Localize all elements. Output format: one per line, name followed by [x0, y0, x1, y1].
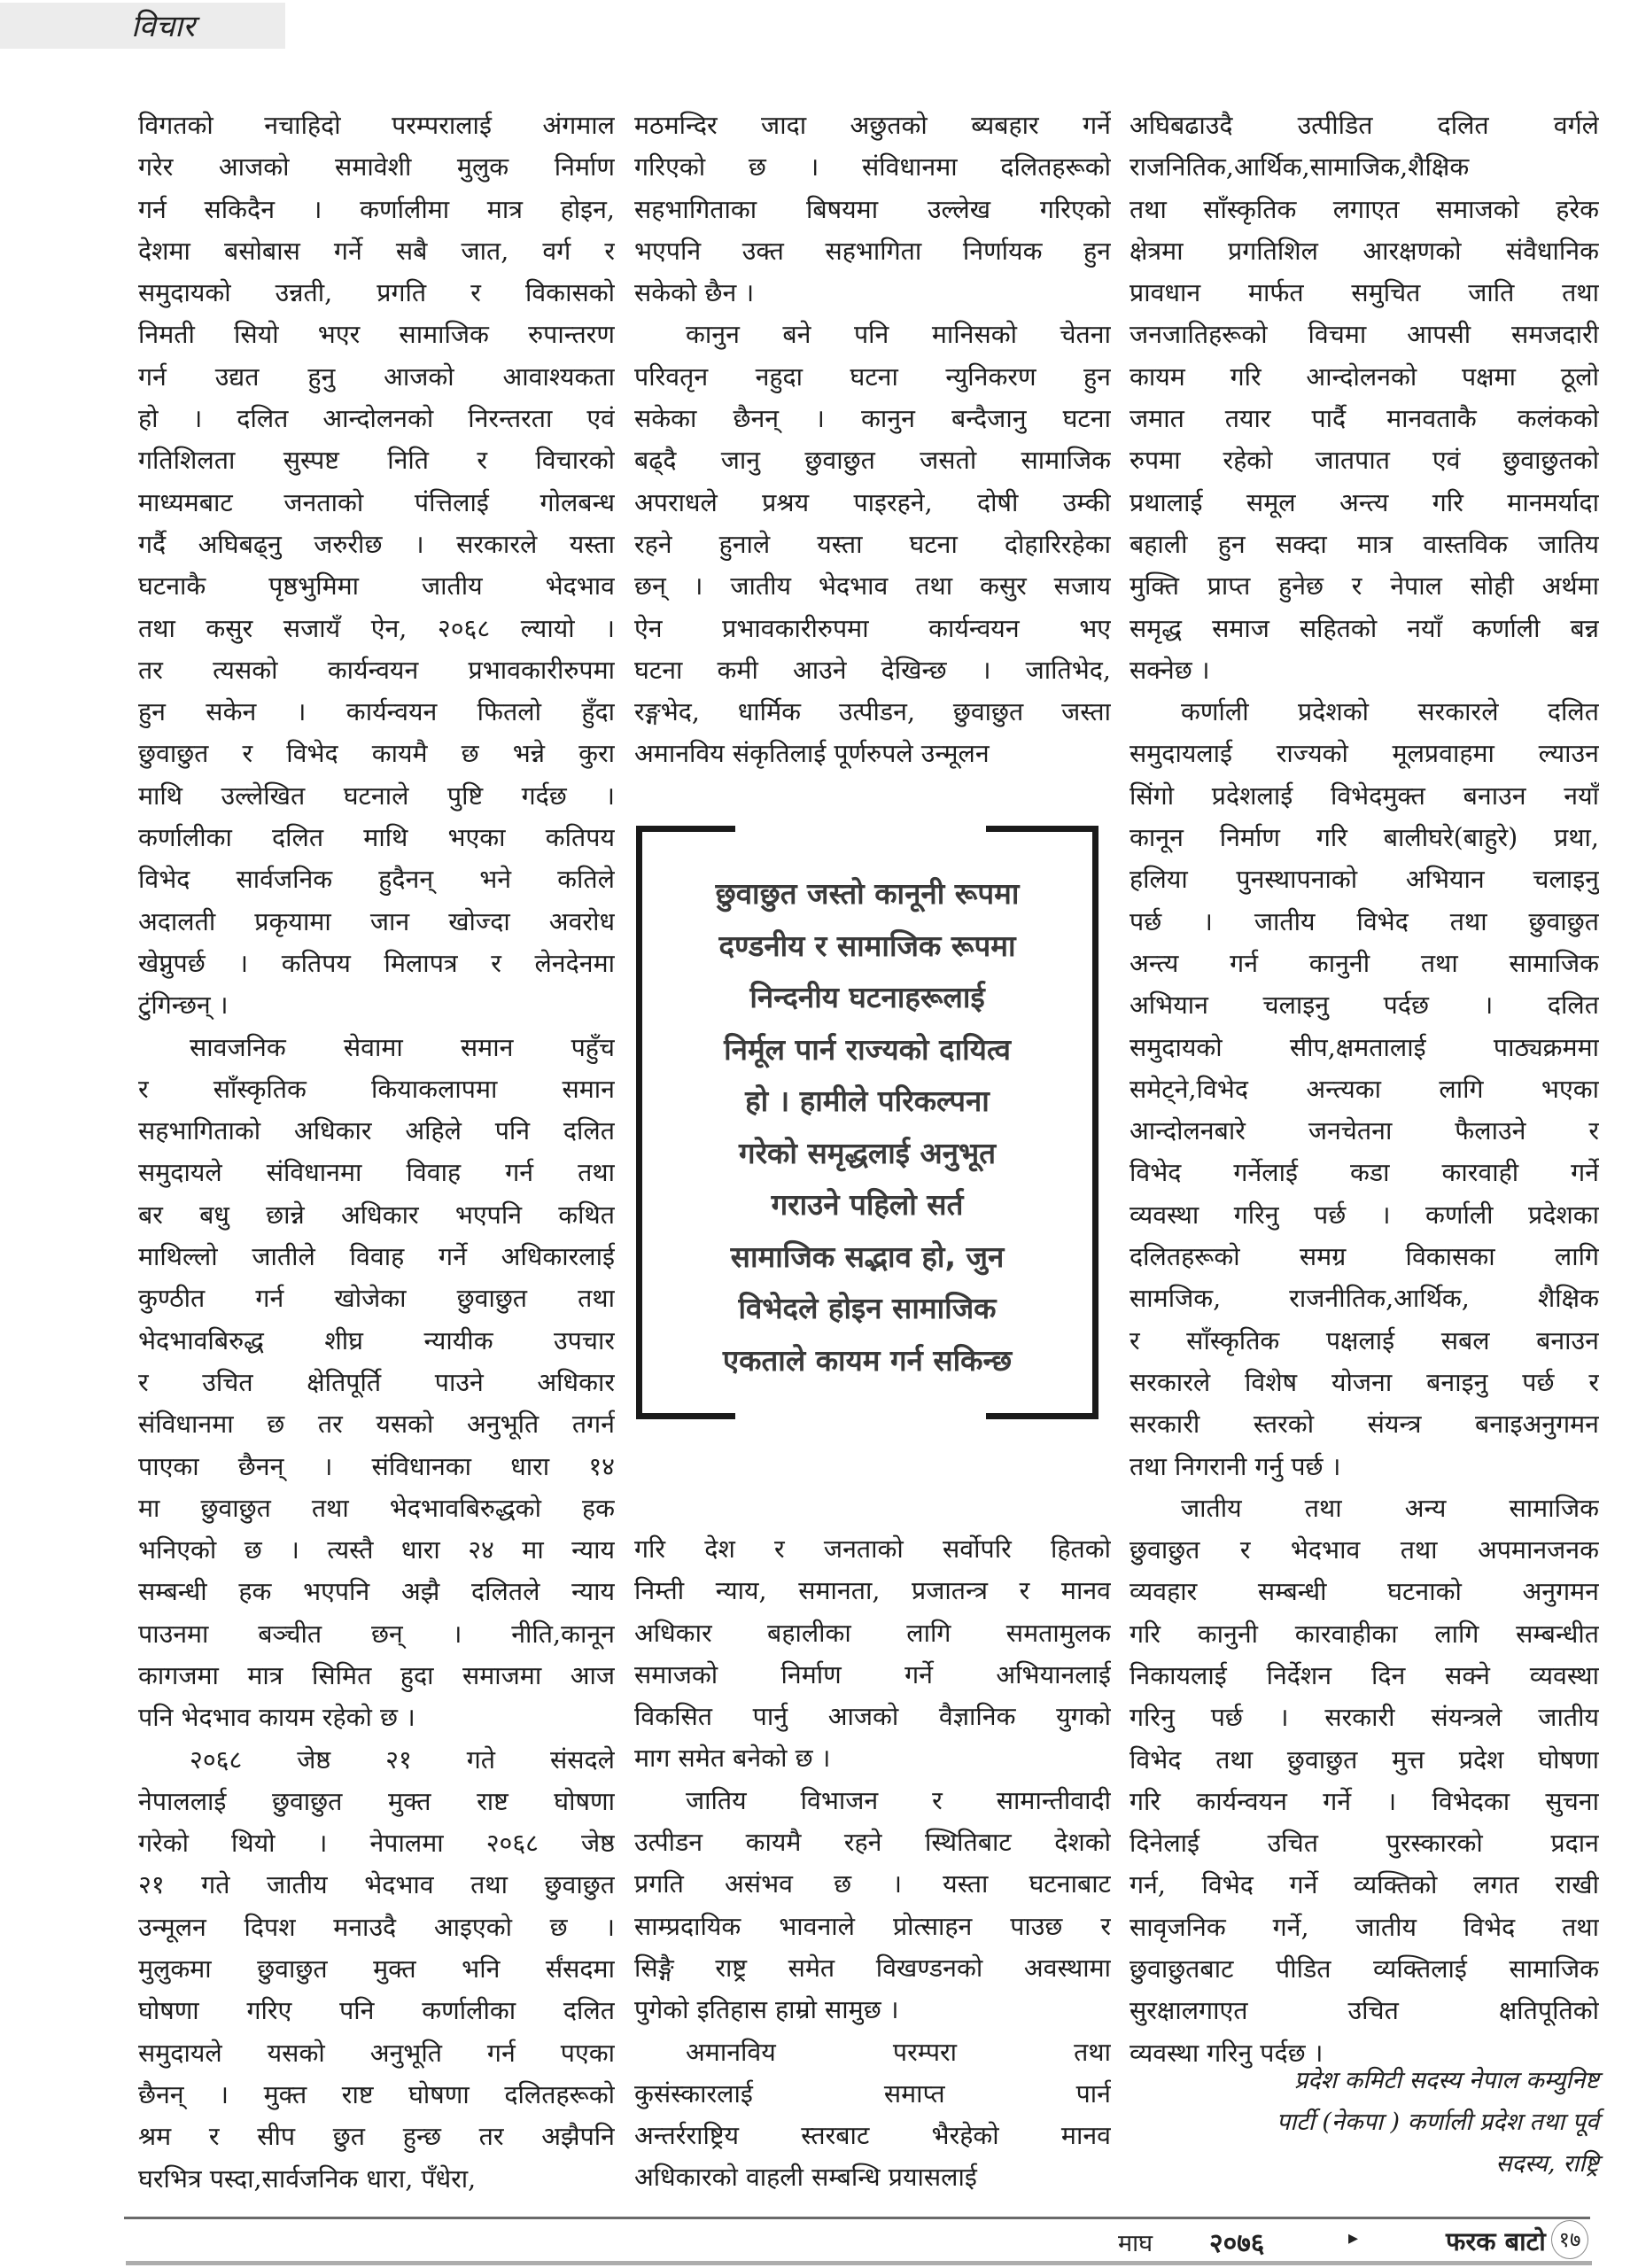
text-line: मठमन्दिर जादा अछुतको ब्यबहार गर्ने: [634, 111, 1111, 140]
pull-quote-line: निर्मूल पार्न राज्यको दायित्व: [724, 1031, 1011, 1067]
text-line: छुवाछुतबाट पीडित व्यक्तिलाई सामाजिक: [1130, 1954, 1599, 1984]
text-line: अन्त्य गर्न कानुनी तथा सामाजिक: [1130, 948, 1599, 978]
pull-quote-text: [656, 868, 1079, 1386]
text-line: पर्छ । जातीय विभेद तथा छुवाछुत: [1130, 906, 1599, 936]
text-line: सावजनिक सेवामा समान पहुँच: [190, 1032, 615, 1062]
text-line: अधिकारको वाहली सम्बन्धि प्रयासलाई: [634, 2163, 977, 2193]
text-line: निमती सियो भएर सामाजिक रुपान्तरण: [138, 320, 615, 350]
text-line: समुदायको सीप,क्षमतालाई पाठ्यक्रममा: [1130, 1032, 1599, 1062]
byline-line: पार्टी (नेकपा ) कर्णाली प्रदेश तथा पूर्व: [1276, 2109, 1599, 2136]
text-line: उन्मूलन दिपश मनाउदै आइएको छ ।: [138, 1912, 615, 1942]
article-column-1: [138, 105, 615, 2200]
text-line: माथिल्लो जातीले विवाह गर्ने अधिकारलाई: [138, 1242, 615, 1272]
text-line: खेप्नुपर्छ । कतिपय मिलापत्र र लेनदेनमा: [138, 948, 615, 978]
pull-quote-line: निन्दनीय घटनाहरूलाई: [749, 980, 985, 1014]
text-line: कानून निर्माण गरि बालीघरे(बाहुरे) प्रथा,: [1130, 823, 1599, 853]
text-line: आन्दोलनबारे जनचेतना फैलाउने र: [1130, 1116, 1599, 1146]
text-line: समुदायले यसको अनुभूति गर्न पएका: [138, 2038, 615, 2068]
text-line: व्यवस्था गरिनु पर्छ । कर्णाली प्रदेशका: [1130, 1200, 1599, 1230]
text-line: व्यवहार सम्बन्धी घटनाको अनुगमन: [1130, 1577, 1599, 1607]
text-line: गरिएको छ । संविधानमा दलितहरूको: [634, 152, 1111, 183]
text-line: बढ्दै जानु छुवाछुत जसतो सामाजिक: [634, 446, 1111, 476]
text-line: माथि उल्लेखित घटनाले पुष्टि गर्दछ ।: [138, 781, 615, 811]
pull-quote: [636, 826, 1098, 1419]
text-line: जातीय तथा अन्य सामाजिक: [1181, 1493, 1599, 1523]
text-line: निम्ती न्याय, समानता, प्रजातन्त्र र मानव: [634, 1576, 1111, 1606]
page-number: १७: [1551, 2220, 1588, 2259]
text-line: प्रथालाई समूल अन्त्य गरि मानमर्यादा: [1130, 487, 1599, 517]
text-line: क्षेत्रमा प्रगतिशिल आरक्षणको संवैधानिक: [1130, 236, 1599, 266]
author-byline: [1130, 2060, 1599, 2185]
text-line: सक्नेछ ।: [1130, 655, 1210, 685]
text-line: तथा निगरानी गर्नु पर्छ ।: [1130, 1451, 1341, 1481]
text-line: सुरक्षालगाएत उचित क्षतिपूतिको: [1130, 1996, 1599, 2026]
text-line: सहभागिताका बिषयमा उल्लेख गरिएको: [634, 194, 1111, 224]
text-line: र साँस्कृतिक कियाकलापमा समान: [138, 1074, 615, 1104]
text-line: घटना कमी आउने देखिन्छ । जातिभेद,: [634, 655, 1111, 685]
pull-quote-line: हो । हामीले परिकल्पना: [745, 1084, 990, 1118]
footer-month: माघ: [1118, 2230, 1153, 2257]
text-line: पाएका छैनन् । संविधानका धारा १४: [138, 1451, 615, 1481]
text-line: गतिशिलता सुस्पष्ट निति र विचारको: [138, 446, 615, 476]
text-line: समेट्ने,विभेद अन्त्यका लागि भएका: [1130, 1074, 1599, 1104]
article-column-2-top: [634, 105, 1111, 775]
text-line: बर बधु छान्ने अधिकार भएपनि कथित: [138, 1200, 615, 1230]
text-line: तर त्यसको कार्यन्वयन प्रभावकारीरुपमा: [138, 655, 615, 685]
text-line: समुदायले संविधानमा विवाह गर्न तथा: [138, 1158, 615, 1188]
text-line: पाउनमा बञ्चीत छन् । नीति,कानून: [138, 1619, 615, 1649]
text-line: उत्पीडन कायमै रहने स्थितिबाट देशको: [634, 1828, 1111, 1858]
text-line: जातिय विभाजन र सामान्तीवादी: [686, 1785, 1111, 1815]
pull-quote-line: गराउने पहिलो सर्त: [771, 1187, 964, 1222]
page-footer: [1063, 2222, 1595, 2259]
text-line: सहभागिताको अधिकार अहिले पनि दलित: [138, 1116, 615, 1146]
text-line: कागजमा मात्र सिमित हुदा समाजमा आज: [138, 1660, 615, 1690]
text-line: बहाली हुन सक्दा मात्र वास्तविक जातिय: [1130, 529, 1599, 559]
text-line: गरि कानुनी कारवाहीका लागि सम्बन्धीत: [1130, 1619, 1599, 1649]
text-line: गर्न, विभेद गर्ने व्यक्तिको लगत राखी: [1130, 1870, 1599, 1900]
text-line: व्यवस्था गरिनु पर्दछ ।: [1130, 2038, 1324, 2068]
text-line: गरेर आजको समावेशी मुलुक निर्माण: [138, 152, 615, 183]
text-line: गर्न उद्यत हुनु आजको आवाश्यकता: [138, 361, 615, 392]
text-line: प्रावधान मार्फत समुचित जाति तथा: [1130, 278, 1599, 308]
text-line: घरभित्र पस्दा,सार्वजनिक धारा, पँधेरा,: [138, 2163, 477, 2194]
text-line: सकेका छैनन् । कानुन बन्दैजानु घटना: [634, 404, 1111, 434]
article-column-2-bottom: [634, 1528, 1111, 2199]
section-label: विचार: [131, 9, 196, 44]
text-line: सामजिक, राजनीतिक,आर्थिक, शैक्षिक: [1130, 1284, 1599, 1314]
text-line: घोषणा गरिए पनि कर्णालीका दलित: [138, 1996, 615, 2026]
text-line: अदालती प्रकृयामा जान खोज्दा अवरोध: [138, 906, 615, 936]
text-line: कायम गरि आन्दोलनको पक्षमा ठूलो: [1130, 361, 1599, 392]
magazine-name: फरक बाटो: [1446, 2226, 1546, 2256]
text-line: संविधानमा छ तर यसको अनुभूति तगर्न: [138, 1410, 615, 1440]
text-line: श्रम र सीप छुत हुन्छ तर अझैपनि: [138, 2122, 615, 2152]
text-line: अमानविय परम्परा तथा: [686, 2037, 1111, 2067]
text-line: अन्तर्रराष्ट्रिय स्तरबाट भैरहेको मानव: [634, 2121, 1111, 2151]
text-line: अधिकार बहालीका लागि समतामुलक: [634, 1618, 1111, 1648]
text-line: कानुन बने पनि मानिसको चेतना: [686, 320, 1111, 350]
footer-rule-top: [124, 2217, 1590, 2219]
text-line: छन् । जातीय भेदभाव तथा कसुर सजाय: [634, 571, 1111, 602]
text-line: गरि देश र जनताको सर्वोपरि हितको: [634, 1534, 1111, 1564]
text-line: हो । दलित आन्दोलनको निरन्तरता एवं: [138, 404, 615, 434]
text-line: सरकारी स्तरको संयन्त्र बनाइअनुगमन: [1130, 1410, 1599, 1440]
text-line: गरिनु पर्छ । सरकारी संयन्त्रले जातीय: [1130, 1703, 1599, 1733]
text-line: सकेको छैन ।: [634, 278, 755, 308]
text-line: निकायलाई निर्देशन दिन सक्ने व्यवस्था: [1130, 1660, 1599, 1690]
text-line: विभेद गर्नेलाई कडा कारवाही गर्ने: [1130, 1158, 1599, 1188]
pull-quote-line: सामाजिक सद्भाव हो, जुन: [730, 1239, 1005, 1274]
text-line: विभेद सार्वजनिक हुदैनन् भने कतिले: [138, 865, 615, 895]
text-line: माग समेत बनेको छ ।: [634, 1744, 831, 1774]
text-line: समुदायको उन्नती, प्रगति र विकासको: [138, 278, 615, 308]
text-line: परिवतृन नहुदा घटना न्युनिकरण हुन: [634, 361, 1111, 392]
text-line: समाजको निर्माण गर्ने अभियानलाई: [634, 1659, 1111, 1689]
text-line: कर्णाली प्रदेशको सरकारले दलित: [1181, 697, 1599, 727]
text-line: विगतको नचाहिदो परम्परालाई अंगमाल: [138, 111, 615, 140]
text-line: विकसित पार्नु आजको वैज्ञानिक युगको: [634, 1702, 1111, 1732]
text-line: कुसंस्कारलाई समाप्त पार्न: [634, 2078, 1111, 2109]
text-line: तथा कसुर सजायँ ऐन, २०६८ ल्यायो ।: [138, 613, 615, 643]
article-column-3: [1130, 105, 1599, 2074]
text-line: सम्बन्धी हक भएपनि अझै दलितले न्याय: [138, 1577, 615, 1607]
text-line: गरि कार्यन्वयन गर्ने । विभेदका सुचना: [1130, 1786, 1599, 1816]
text-line: र साँस्कृतिक पक्षलाई सबल बनाउन: [1130, 1325, 1599, 1355]
text-line: कुण्ठीत गर्न खोजेका छुवाछुत तथा: [138, 1284, 615, 1314]
text-line: भनिएको छ । त्यस्तै धारा २४ मा न्याय: [138, 1535, 615, 1565]
text-line: भएपनि उक्त सहभागिता निर्णायक हुन: [634, 236, 1111, 266]
text-line: विभेद तथा छुवाछुत मुत्त प्रदेश घोषणा: [1130, 1744, 1599, 1775]
text-line: सिंगो प्रदेशलाई विभेदमुक्त बनाउन नयाँ: [1130, 781, 1599, 811]
text-line: हुन सकेन । कार्यन्वयन फितलो हुँदा: [138, 697, 615, 727]
pull-quote-line: विभेदले होइन सामाजिक: [738, 1291, 997, 1325]
pull-quote-line: गरेको समृद्धलाई अनुभूत: [738, 1135, 996, 1170]
text-line: रङ्गभेद, धार्मिक उत्पीडन, छुवाछुत जस्ता: [634, 697, 1111, 727]
text-line: सरकारले विशेष योजना बनाइनु पर्छ र: [1130, 1367, 1599, 1397]
footer-rule-bottom: [126, 2261, 1592, 2265]
text-line: अपराधले प्रश्रय पाइरहने, दोषी उम्की: [634, 487, 1111, 517]
arrow-right-icon: ▸: [1348, 2227, 1359, 2249]
text-line: सावृजनिक गर्ने, जातीय विभेद तथा: [1130, 1912, 1599, 1942]
text-line: र उचित क्षेतिपूर्ति पाउने अधिकार: [138, 1367, 615, 1397]
text-line: हलिया पुनस्थापनाको अभियान चलाइनु: [1130, 865, 1599, 895]
text-line: अमानविय संकृतिलाई पूर्णरुपले उन्मूलन: [634, 739, 990, 769]
byline-line: सदस्य, राष्ट्रि: [1495, 2150, 1599, 2178]
pull-quote-line: एकताले कायम गर्न सकिन्छ: [722, 1342, 1013, 1378]
text-line: भेदभावबिरुद्ध शीघ्र न्यायीक उपचार: [138, 1325, 615, 1355]
text-line: दिनेलाई उचित पुरस्कारको प्रदान: [1130, 1829, 1599, 1859]
text-line: २०६८ जेष्ठ २१ गते संसदले: [190, 1744, 615, 1775]
text-line: साम्प्रदायिक भावनाले प्रोत्साहन पाउछ र: [634, 1911, 1111, 1941]
text-line: पनि भेदभाव कायम रहेको छ ।: [138, 1703, 415, 1733]
text-line: अभियान चलाइनु पर्दछ । दलित: [1130, 990, 1599, 1021]
text-line: जमात तयार पार्दै मानवताकै कलंकको: [1130, 404, 1599, 434]
text-line: २१ गते जातीय भेदभाव तथा छुवाछुत: [138, 1870, 615, 1900]
text-line: कर्णालीका दलित माथि भएका कतिपय: [138, 823, 615, 853]
text-line: छैनन् । मुक्त राष्ट घोषणा दलितहरूको: [138, 2079, 615, 2109]
pull-quote-line: छुवाछुत जस्तो कानूनी रूपमा: [715, 876, 1020, 911]
text-line: नेपाललाई छुवाछुत मुक्त राष्ट घोषणा: [138, 1786, 615, 1816]
pull-quote-line: दण्डनीय र सामाजिक रूपमा: [718, 928, 1016, 963]
text-line: देशमा बसोबास गर्ने सबै जात, वर्ग र: [138, 236, 615, 266]
text-line: ऐन प्रभावकारीरुपमा कार्यन्वयन भए: [634, 613, 1111, 643]
text-line: पुगेको इतिहास हाम्रो सामुछ ।: [634, 1995, 899, 2025]
text-line: मुक्ति प्राप्त हुनेछ र नेपाल सोही अर्थमा: [1130, 571, 1599, 602]
text-line: प्रगति असंभव छ । यस्ता घटनाबाट: [634, 1869, 1111, 1899]
text-line: गर्दै अघिबढ्नु जरुरीछ । सरकारले यस्ता: [138, 529, 615, 559]
text-line: छुवाछुत र भेदभाव तथा अपमानजनक: [1130, 1535, 1599, 1565]
text-line: राजनितिक,आर्थिक,सामाजिक,शैक्षिक: [1130, 152, 1470, 183]
byline-line: प्रदेश कमिटी सदस्य नेपाल कम्युनिष्ट: [1293, 2067, 1599, 2094]
text-line: छुवाछुत र विभेद कायमै छ भन्ने कुरा: [138, 739, 615, 769]
text-line: मा छुवाछुत तथा भेदभावबिरुद्धको हक: [138, 1493, 615, 1523]
text-line: दलितहरूको समग्र विकासका लागि: [1130, 1242, 1599, 1272]
text-line: रहने हुनाले यस्ता घटना दोहारिरहेका: [634, 529, 1111, 559]
text-line: समृद्ध समाज सहितको नयाँ कर्णाली बन्न: [1130, 613, 1599, 643]
text-line: तथा साँस्कृतिक लगाएत समाजको हरेक: [1130, 194, 1599, 224]
text-line: सिङ्गै राष्ट्र समेत विखण्डनको अवस्थामा: [634, 1953, 1111, 1983]
text-line: समुदायलाई राज्यको मूलप्रवाहमा ल्याउन: [1130, 739, 1599, 769]
footer-year: २०७६: [1209, 2228, 1265, 2259]
text-line: घटनाकै पृष्ठभुमिमा जातीय भेदभाव: [138, 571, 615, 602]
text-line: गरेको थियो । नेपालमा २०६८ जेष्ठ: [138, 1829, 615, 1859]
text-line: अघिबढाउदै उत्पीडित दलित वर्गले: [1130, 111, 1599, 140]
text-line: टुंगिन्छन् ।: [138, 990, 229, 1021]
section-tab: [0, 3, 285, 49]
text-line: गर्न सकिदैन । कर्णालीमा मात्र होइन,: [138, 194, 615, 224]
text-line: मुलुकमा छुवाछुत मुक्त भनि र्संसदमा: [138, 1954, 615, 1984]
text-line: जनजातिहरूको विचमा आपसी समजदारी: [1130, 320, 1599, 350]
text-line: रुपमा रहेको जातपात एवं छुवाछुतको: [1130, 446, 1599, 476]
text-line: माध्यमबाट जनताको पंत्तिलाई गोलबन्ध: [138, 487, 615, 517]
